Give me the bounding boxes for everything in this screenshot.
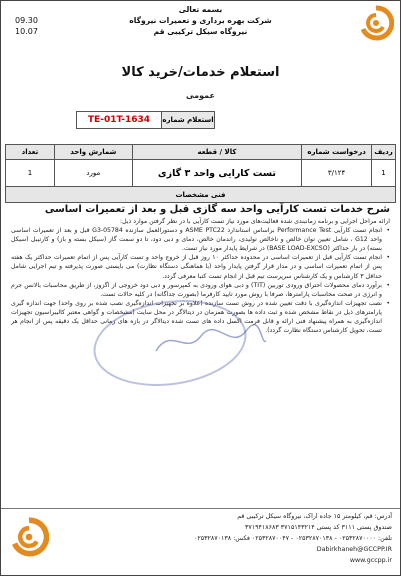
table-header-row [6, 145, 396, 160]
footer-logo-icon [9, 517, 49, 557]
col-header-item: کالا / قطعه [132, 145, 301, 160]
cell-item: تست کارایی واحد ۳ گازی [132, 160, 301, 187]
footer-email[interactable]: Dabirkhaneh@GCCPP.IR [316, 546, 392, 553]
basmala: بسمه تعالی [178, 5, 223, 14]
signature-mark [151, 321, 271, 361]
description-heading: شرح خدمات تست کارآیی واحد سه گازی قبل و بعد از تعمیرات اساسی [44, 204, 390, 215]
letterhead-text [91, 4, 310, 37]
items-table [5, 144, 396, 203]
footer-postal: صندوق پستی ۳۱۱۱ کد پستی ۳۷۱۵۱۴۳۲۱۴ ۳۷۱۹۴۱۸۶۸۳ [244, 524, 392, 531]
col-header-index: ردیف [372, 145, 396, 160]
ref-line-1: 09.30 [15, 16, 38, 25]
description-bullet-3: • برآورد دمای محصولات احتراق ورودی توربین (TIT) و دبی هوای ورودی به کمپرسور و دبی دود خروجی از اگزوز، از طریق محاسبات بالانس جرم و انرژی در صحت محاسبات پارامترها، صرفا با روش مورد تایید کارفرما (بصورت جداگانه) در کلیه حالات تست. [11, 281, 390, 299]
ref-line-2: 10.07 [15, 27, 38, 36]
company-name: شرکت بهره برداری و تعمیرات نیروگاه [129, 16, 272, 25]
col-header-request: درخواست شماره [302, 145, 372, 160]
description-bullet-2: • انجام تست کارآیی قبل از تعمیرات اساسی در محدوده حداکثر ۱۰ روز قبل از خروج واحد و تست کارآیی پس از اتمام تعمیرات حداکثر یک هفته پس از اتمام تعمیرات اساسی و در مدار قرار گرفتن پایدار واحد (با هماهنگی دستگاه نظارت) می بایستی صورت پذیرفته و تیم اجرایی شامل حداقل ۳ کارشناس و یک کارشناس سرپرست تیم قبل از انجام تست کتبا معرفی گردد. [11, 253, 390, 280]
company-logo-icon [358, 5, 394, 41]
description-intro: ارائه مراحل اجرایی و برنامه زمانبندی شده فعالیت‌های مورد نیاز تست کارآیی با در نظر گرفتن موارد ذیل: [120, 218, 390, 225]
footer-phone: تلفن: ۰۲۵۳۲۸۷۰۰۰۰ - ۰۲۵۳۲۸۷۰۱۳۸ - ۰۲۵۳۲۸۷۰۰۴۷ فکس: ۰۲۵۳۲۸۷۰۱۳۸ [193, 535, 392, 542]
footer-address: آدرس: قم، کیلومتر ۱۵ جاده اراک، نیروگاه سیکل ترکیبی قم [237, 513, 392, 520]
footer-website[interactable]: www.gccpp.ir [349, 557, 392, 564]
cell-qty: 1 [6, 160, 55, 187]
description-bullet-1: • انجام تست کارآیی Performance Test براساس استاندارد ASME PTC22 و دستورالعمل سازنده G3-05784 قبل و بعد از تعمیرات اساسی واحد G12 ، شامل تعیین توان خالص و ناخالص تولیدی، راندمان خالص، دمای و دبی دود، تا دو سمت گاز (سیکل بسته و باز) و کارتیبل (سیکل بسته) در بار حداکثر (BASE LOAD-EXCSO) در شرایط پایدار مورد نیاز تست. [11, 226, 390, 253]
cell-unit: مورد [54, 160, 132, 187]
letterhead [1, 1, 400, 45]
footer [1, 508, 400, 575]
col-header-unit: شمارش واحد [54, 145, 132, 160]
document-subtitle: عمومی [186, 91, 215, 100]
cell-request-no: ۳/۱۲۴ [302, 160, 372, 187]
table-row [6, 160, 396, 187]
cell-index: 1 [372, 160, 396, 187]
reference-numbers [15, 15, 38, 37]
spec-header: فنی مشخصات [6, 187, 396, 203]
spec-header-row [6, 187, 396, 203]
plant-name: نیروگاه سیکل ترکیبی قم [153, 27, 248, 36]
document-title: استعلام خدمات/خرید کالا [121, 65, 280, 80]
inquiry-label: استعلام شماره [161, 111, 215, 129]
col-header-qty: تعداد [6, 145, 55, 160]
inquiry-number-box [76, 111, 346, 129]
inquiry-number: TE-01T-1634 [76, 111, 161, 129]
description-bullet-4: • نصب تجهیزات اندازه‌گیری با دقت تعیین شده در روش تست سازنده (علاوه بر تجهیزات اندازه‌گیری نصب شده بر روی واحد) جهت اندازه گیری پارامترهای ذیل در نقاط مشخص شده و ثبت داده ها بصورت همزمان در دیتالاگر در محل سایت (مشخصات و گواهی معتبر کالیبراسیون تجهیزات اندازه‌گیری به همراه پیشنهاد فنی ارائه و قابل فرمت اکسل داده های تست شده دیتالاگر در بازه های زمانی حداقل یک دقیقه پس از انجام هر تست، تحویل کارشناس دستگاه نظارت گردد). [11, 299, 390, 335]
